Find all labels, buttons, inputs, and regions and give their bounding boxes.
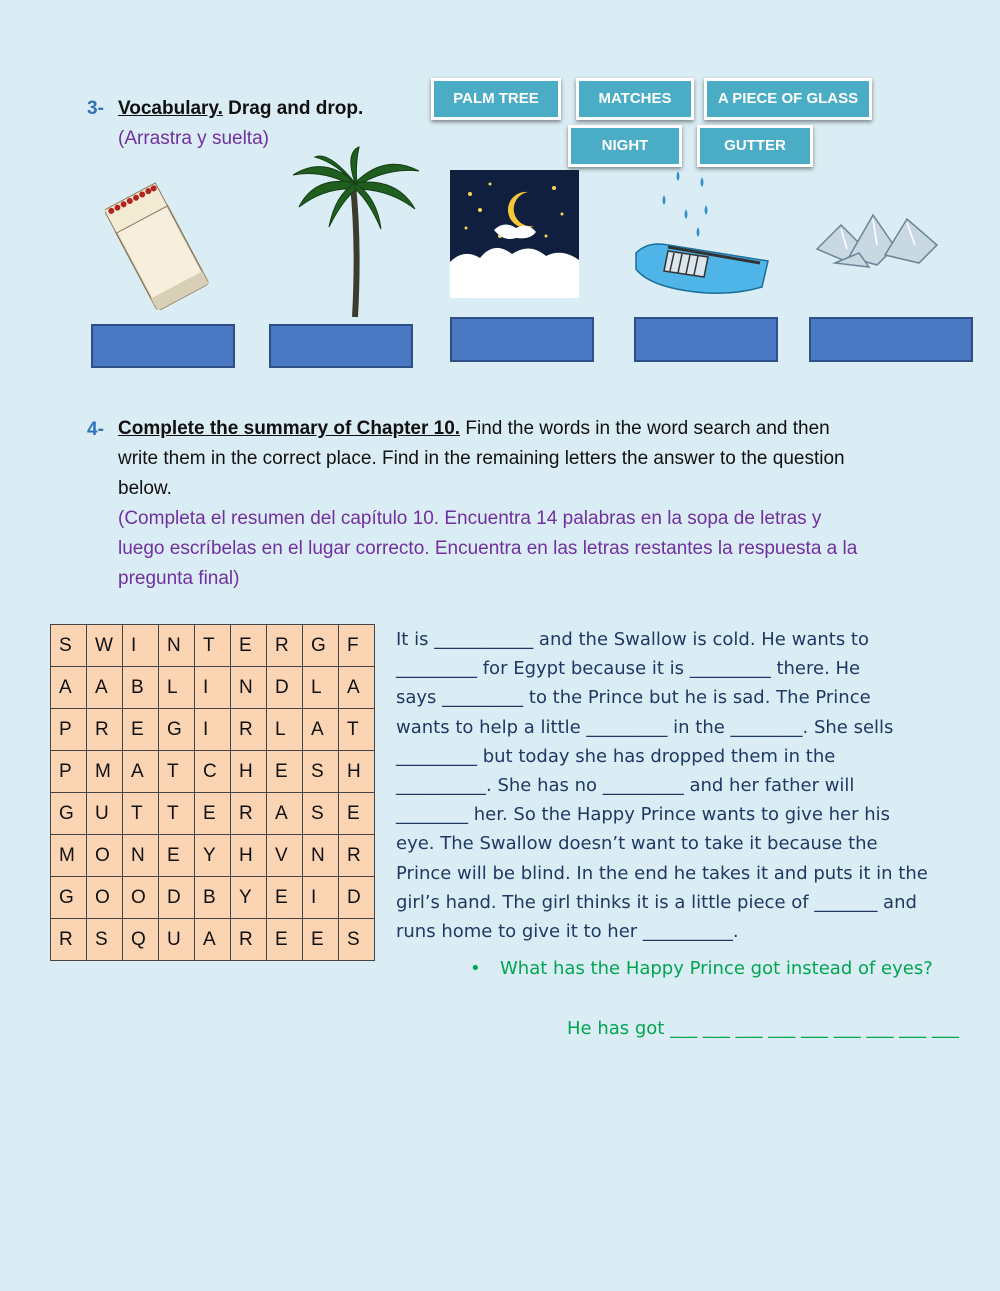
grid-cell[interactable]: E — [123, 709, 159, 751]
answer-line — [567, 1018, 959, 1039]
grid-cell[interactable]: O — [87, 835, 123, 877]
grid-cell[interactable]: R — [231, 919, 267, 961]
grid-cell[interactable]: R — [231, 793, 267, 835]
grid-row — [51, 877, 375, 919]
grid-cell[interactable]: N — [123, 835, 159, 877]
grid-cell[interactable]: T — [195, 625, 231, 667]
word-search-grid — [50, 624, 375, 961]
drop-box-glass[interactable] — [809, 317, 973, 362]
grid-cell[interactable]: S — [303, 751, 339, 793]
grid-cell[interactable]: L — [267, 709, 303, 751]
section-3-title — [118, 98, 363, 120]
chip-palm-tree[interactable]: PALM TREE — [431, 78, 561, 120]
chip-matches[interactable]: MATCHES — [576, 78, 694, 120]
grid-cell[interactable]: N — [231, 667, 267, 709]
final-question: What has the Happy Prince got instead of eyes? — [500, 958, 933, 979]
grid-cell[interactable]: G — [51, 793, 87, 835]
grid-cell[interactable]: O — [123, 877, 159, 919]
summary-line: eye. The Swallow doesn’t want to take it because the — [396, 833, 878, 855]
grid-cell[interactable]: E — [159, 835, 195, 877]
grid-row — [51, 793, 375, 835]
grid-cell[interactable]: E — [195, 793, 231, 835]
grid-cell[interactable]: R — [51, 919, 87, 961]
glass-shards-image — [815, 205, 940, 270]
grid-row — [51, 667, 375, 709]
spanish-line-3: pregunta final) — [118, 568, 240, 589]
grid-cell[interactable]: G — [159, 709, 195, 751]
palm-tree-image — [285, 145, 425, 320]
grid-cell[interactable]: H — [231, 835, 267, 877]
instructions-line-2: write them in the correct place. Find in the remaining letters the answer to the question — [118, 448, 845, 469]
grid-cell[interactable]: I — [123, 625, 159, 667]
section-3-subtitle: (Arrastra y suelta) — [118, 128, 269, 149]
chip-night[interactable]: NIGHT — [568, 125, 682, 167]
grid-cell[interactable]: M — [51, 835, 87, 877]
grid-cell[interactable]: L — [159, 667, 195, 709]
grid-cell[interactable]: M — [87, 751, 123, 793]
grid-cell[interactable]: D — [339, 877, 375, 919]
grid-cell[interactable]: G — [51, 877, 87, 919]
grid-cell[interactable]: E — [339, 793, 375, 835]
grid-row — [51, 625, 375, 667]
section-3-title-underlined: Vocabulary. — [118, 98, 223, 119]
grid-cell[interactable]: E — [267, 919, 303, 961]
grid-cell[interactable]: R — [231, 709, 267, 751]
grid-cell[interactable]: G — [303, 625, 339, 667]
spanish-line-1: (Completa el resumen del capítulo 10. Encuentra 14 palabras en la sopa de letras y — [118, 508, 822, 529]
grid-row — [51, 751, 375, 793]
grid-cell[interactable]: A — [51, 667, 87, 709]
answer-prompt: He has got — [567, 1018, 665, 1039]
grid-cell[interactable]: D — [159, 877, 195, 919]
spanish-line-2: luego escríbelas en el lugar correcto. Encuentra en las letras restantes la respuesta a la — [118, 538, 858, 559]
grid-row — [51, 919, 375, 961]
grid-cell[interactable]: S — [87, 919, 123, 961]
grid-cell[interactable]: H — [231, 751, 267, 793]
grid-cell[interactable]: I — [195, 709, 231, 751]
grid-cell[interactable]: E — [267, 751, 303, 793]
grid-cell[interactable]: A — [87, 667, 123, 709]
grid-cell[interactable]: T — [159, 751, 195, 793]
summary-line[interactable]: It is ___________ and the Swallow is cold. He wants to — [396, 629, 869, 650]
grid-cell[interactable]: B — [123, 667, 159, 709]
grid-cell[interactable]: N — [159, 625, 195, 667]
summary-line[interactable]: girl’s hand. The girl thinks it is a little piece of _______ and — [396, 891, 917, 913]
instructions-line-3: below. — [118, 478, 172, 499]
drop-box-gutter[interactable] — [634, 317, 778, 362]
summary-line[interactable]: runs home to give it to her __________. — [396, 921, 739, 943]
grid-cell[interactable]: H — [339, 751, 375, 793]
grid-cell[interactable]: W — [87, 625, 123, 667]
grid-cell[interactable]: V — [267, 835, 303, 877]
gutter-image — [628, 165, 773, 305]
grid-cell[interactable]: B — [195, 877, 231, 919]
grid-cell[interactable]: I — [303, 877, 339, 919]
grid-cell[interactable]: S — [339, 919, 375, 961]
grid-cell[interactable]: D — [267, 667, 303, 709]
grid-cell[interactable]: T — [339, 709, 375, 751]
grid-cell[interactable]: P — [51, 751, 87, 793]
grid-cell[interactable]: R — [87, 709, 123, 751]
answer-blanks[interactable]: ___ ___ ___ ___ ___ ___ ___ ___ ___ — [670, 1018, 959, 1039]
section-4-instructions — [118, 414, 978, 594]
section-4-number: 4- — [87, 419, 104, 440]
grid-cell[interactable]: E — [303, 919, 339, 961]
summary-line[interactable]: _________ for Egypt because it is _________ there. He — [396, 658, 861, 680]
grid-row — [51, 835, 375, 877]
section-4-title: Complete the summary of Chapter 10. — [118, 418, 461, 439]
grid-cell[interactable]: S — [51, 625, 87, 667]
grid-cell[interactable]: N — [303, 835, 339, 877]
grid-row — [51, 709, 375, 751]
grid-cell[interactable]: F — [339, 625, 375, 667]
grid-cell[interactable]: A — [195, 919, 231, 961]
matchbox-image — [105, 180, 215, 310]
grid-cell[interactable]: R — [267, 625, 303, 667]
grid-cell[interactable]: E — [231, 625, 267, 667]
grid-cell[interactable]: Q — [123, 919, 159, 961]
grid-cell[interactable]: O — [87, 877, 123, 919]
grid-cell[interactable]: A — [267, 793, 303, 835]
grid-cell[interactable]: A — [339, 667, 375, 709]
grid-cell[interactable]: T — [123, 793, 159, 835]
night-sky-image — [450, 170, 579, 298]
grid-cell[interactable]: C — [195, 751, 231, 793]
section-3-number: 3- — [87, 98, 104, 119]
grid-cell[interactable]: Y — [195, 835, 231, 877]
grid-cell[interactable]: S — [303, 793, 339, 835]
grid-cell[interactable]: T — [159, 793, 195, 835]
grid-cell[interactable]: U — [87, 793, 123, 835]
chapter-summary — [396, 625, 956, 946]
chip-a-piece-of-glass[interactable]: A PIECE OF GLASS — [704, 78, 872, 120]
summary-line: Prince will be blind. In the end he takes it and puts it in the — [396, 862, 928, 884]
section-3-title-rest: Drag and drop. — [228, 98, 364, 119]
summary-line[interactable]: ________ her. So the Happy Prince wants to give her his — [396, 804, 891, 826]
grid-cell[interactable]: L — [303, 667, 339, 709]
drop-box-night[interactable] — [450, 317, 594, 362]
summary-line[interactable]: _________ but today she has dropped them in the — [396, 745, 836, 767]
grid-cell[interactable]: P — [51, 709, 87, 751]
grid-cell[interactable]: Y — [231, 877, 267, 919]
grid-cell[interactable]: A — [123, 751, 159, 793]
grid-cell[interactable]: U — [159, 919, 195, 961]
grid-cell[interactable]: E — [267, 877, 303, 919]
grid-cell[interactable]: A — [303, 709, 339, 751]
chip-gutter[interactable]: GUTTER — [697, 125, 813, 167]
summary-line[interactable]: __________. She has no _________ and her father will — [396, 775, 855, 797]
grid-cell[interactable]: I — [195, 667, 231, 709]
drop-box-matchbox[interactable] — [91, 324, 235, 368]
instructions-line-1: Find the words in the word search and then — [465, 418, 830, 439]
summary-line[interactable]: says _________ to the Prince but he is sad. The Prince — [396, 687, 871, 709]
question-bullet: • — [470, 958, 481, 979]
grid-cell[interactable]: R — [339, 835, 375, 877]
summary-line[interactable]: wants to help a little _________ in the ________. She sells — [396, 716, 894, 738]
drop-box-palm-tree[interactable] — [269, 324, 413, 368]
